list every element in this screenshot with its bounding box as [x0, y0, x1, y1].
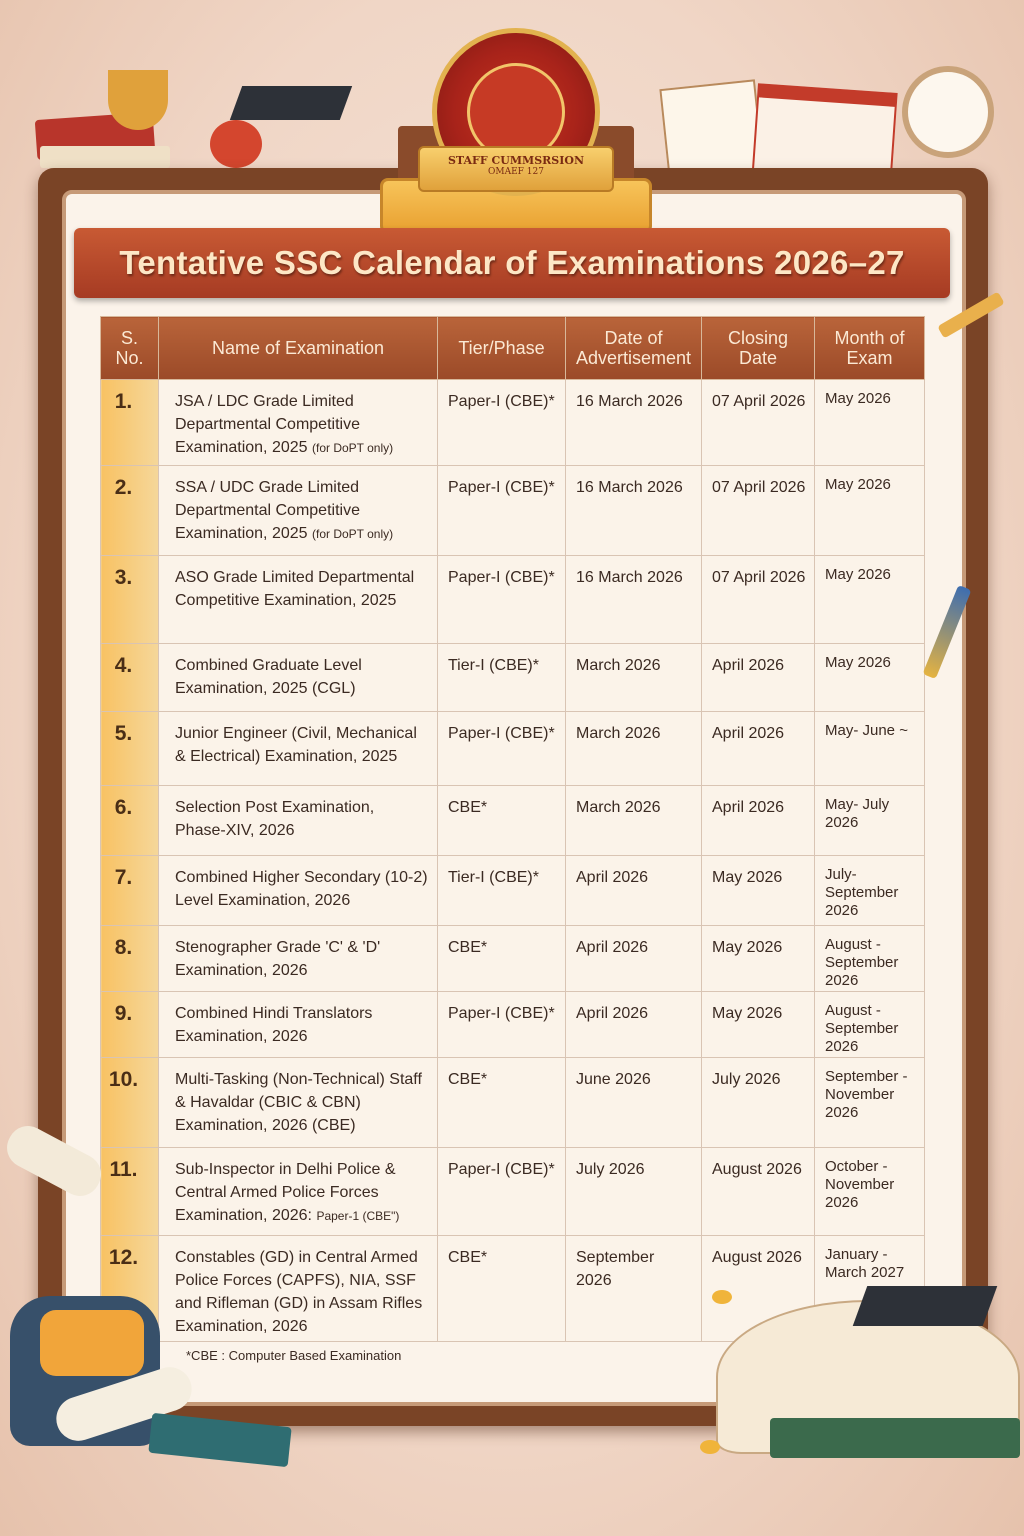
row-closing-date	[702, 644, 815, 712]
row-exam-name	[159, 712, 438, 786]
row-advertisement-date	[566, 1148, 702, 1236]
row-tier-text: CBE*	[448, 1249, 488, 1266]
row-exam-month	[815, 1148, 925, 1236]
row-exam-name	[159, 380, 438, 466]
row-tier-text: Paper-I (CBE)*	[448, 725, 555, 742]
row-sno-text: 11.	[109, 1158, 138, 1181]
row-advertisement-date-text: 16 March 2026	[576, 569, 683, 586]
graduation-cap-icon	[853, 1286, 998, 1326]
row-advertisement-date	[566, 466, 702, 556]
backpack-flap	[40, 1310, 144, 1376]
row-exam-month-text: July- September 2026	[825, 866, 899, 919]
row-exam-month-text: August - September 2026	[825, 1002, 899, 1055]
row-tier-text: Tier-I (CBE)*	[448, 869, 539, 886]
row-tier	[438, 992, 566, 1058]
row-sno	[101, 380, 159, 466]
row-advertisement-date-text: April 2026	[576, 869, 649, 886]
emblem-ribbon-text: STAFF CUMMSRSION	[447, 154, 585, 167]
row-tier-text: CBE*	[448, 939, 488, 956]
row-exam-month-text: September - November 2026	[825, 1068, 908, 1121]
row-exam-note: Paper-1 (CBE")	[316, 1209, 400, 1223]
row-exam-name	[159, 856, 438, 926]
row-tier-text: CBE*	[448, 1071, 488, 1088]
row-tier-text: Paper-I (CBE)*	[448, 569, 555, 586]
row-exam-name-text: ASO Grade Limited Departmental Competitive Examination, 2025	[175, 569, 415, 609]
coin-icon	[700, 1440, 720, 1454]
graduation-cap-icon	[230, 86, 352, 120]
apple-icon	[210, 120, 262, 168]
row-tier	[438, 380, 566, 466]
row-exam-name-text: JSA / LDC Grade Limited Departmental Competitive Examination, 2025	[175, 393, 360, 456]
table-row	[101, 786, 925, 856]
row-exam-note: (for DoPT only)	[311, 441, 394, 455]
row-closing-date-text: May 2026	[712, 939, 783, 956]
row-advertisement-date-text: 16 March 2026	[576, 479, 683, 496]
row-exam-month-text: May- June ~	[825, 722, 908, 739]
row-advertisement-date-text: April 2026	[576, 939, 649, 956]
row-exam-name-text: Constables (GD) in Central Armed Police Forces (CAPFS), NIA, SSF and Rifleman (GD) in Assam Rifles Examination, 2026	[175, 1249, 423, 1335]
row-sno-text: 12.	[108, 1246, 139, 1269]
header-closing	[702, 317, 815, 380]
row-exam-name	[159, 556, 438, 644]
table-row	[101, 856, 925, 926]
row-exam-month	[815, 556, 925, 644]
row-tier-text: Paper-I (CBE)*	[448, 1005, 555, 1022]
table-row	[101, 712, 925, 786]
emblem-ribbon-subtext: OMAEF 127	[488, 167, 544, 177]
header-advertisement-line1: Date of	[604, 328, 663, 348]
row-tier	[438, 786, 566, 856]
row-sno	[101, 466, 159, 556]
row-closing-date-text: 07 April 2026	[712, 393, 806, 410]
row-advertisement-date	[566, 786, 702, 856]
row-exam-name-text: Combined Higher Secondary (10-2) Level Examination, 2026	[175, 869, 428, 909]
row-exam-month	[815, 992, 925, 1058]
row-closing-date	[702, 786, 815, 856]
exam-calendar-table	[100, 316, 925, 1342]
row-closing-date-text: 07 April 2026	[712, 569, 806, 586]
row-sno	[101, 992, 159, 1058]
row-exam-month-text: October - November 2026	[825, 1158, 895, 1211]
footnote: *CBE : Computer Based Examination	[186, 1348, 402, 1363]
row-tier-text: Tier-I (CBE)*	[448, 657, 539, 674]
row-advertisement-date	[566, 556, 702, 644]
row-exam-name	[159, 1058, 438, 1148]
header-closing-line1: Closing	[727, 328, 789, 348]
row-sno-text: 7.	[114, 866, 133, 889]
row-tier-text: CBE*	[448, 799, 488, 816]
row-closing-date-text: April 2026	[712, 657, 785, 674]
row-sno	[101, 712, 159, 786]
row-sno-text: 10.	[108, 1068, 139, 1091]
row-advertisement-date-text: March 2026	[576, 725, 661, 742]
row-tier	[438, 856, 566, 926]
row-exam-name-text: Stenographer Grade 'C' & 'D' Examination, 2026	[175, 939, 381, 979]
row-closing-date-text: May 2026	[712, 1005, 783, 1022]
row-exam-note: (for DoPT only)	[311, 527, 394, 541]
row-closing-date	[702, 1148, 815, 1236]
row-exam-name-text: Sub-Inspector in Delhi Police & Central Armed Police Forces Examination, 2026:	[175, 1161, 396, 1224]
row-tier-text: Paper-I (CBE)*	[448, 1161, 555, 1178]
row-advertisement-date	[566, 644, 702, 712]
header-advertisement-line2: Advertisement	[575, 348, 692, 368]
row-sno	[101, 926, 159, 992]
row-exam-month	[815, 644, 925, 712]
row-exam-month	[815, 712, 925, 786]
row-closing-date-text: July 2026	[712, 1071, 781, 1088]
row-exam-month	[815, 1058, 925, 1148]
clock-icon	[902, 66, 994, 158]
table-row	[101, 992, 925, 1058]
ssc-emblem	[378, 28, 654, 218]
row-advertisement-date-text: March 2026	[576, 657, 661, 674]
row-advertisement-date	[566, 926, 702, 992]
row-sno-text: 2.	[114, 476, 133, 499]
table-row	[101, 380, 925, 466]
row-closing-date	[702, 926, 815, 992]
row-closing-date-text: May 2026	[712, 869, 783, 886]
row-closing-date-text: April 2026	[712, 725, 785, 742]
header-name: Name of Examination	[159, 317, 438, 380]
row-sno	[101, 1058, 159, 1148]
row-exam-name	[159, 786, 438, 856]
header-closing-line2: Date	[738, 348, 778, 368]
row-exam-month	[815, 466, 925, 556]
row-tier	[438, 1236, 566, 1342]
row-advertisement-date-text: September 2026	[576, 1249, 655, 1289]
coin-icon	[712, 1290, 732, 1304]
row-closing-date	[702, 856, 815, 926]
row-sno	[101, 1148, 159, 1236]
row-exam-month-text: January - March 2027	[825, 1246, 905, 1281]
title-banner	[74, 228, 950, 298]
header-sno: S. No.	[101, 317, 159, 380]
row-exam-name	[159, 1148, 438, 1236]
row-exam-month-text: May 2026	[825, 390, 891, 407]
row-advertisement-date-text: July 2026	[576, 1161, 645, 1178]
emblem-ribbon	[418, 146, 614, 192]
table-row	[101, 556, 925, 644]
row-tier	[438, 1148, 566, 1236]
row-sno	[101, 786, 159, 856]
row-closing-date	[702, 992, 815, 1058]
row-exam-month	[815, 856, 925, 926]
row-advertisement-date	[566, 1236, 702, 1342]
row-advertisement-date	[566, 712, 702, 786]
row-sno-text: 9.	[114, 1002, 133, 1025]
row-exam-month	[815, 380, 925, 466]
row-tier	[438, 466, 566, 556]
row-closing-date-text: April 2026	[712, 799, 785, 816]
row-exam-name	[159, 926, 438, 992]
row-advertisement-date	[566, 1058, 702, 1148]
row-exam-month-text: May 2026	[825, 476, 891, 493]
row-tier	[438, 712, 566, 786]
row-tier	[438, 926, 566, 992]
row-sno	[101, 856, 159, 926]
row-advertisement-date	[566, 992, 702, 1058]
table-row	[101, 1058, 925, 1148]
row-sno-text: 4.	[114, 654, 133, 677]
header-month-line2: Exam	[846, 348, 893, 368]
row-advertisement-date-text: April 2026	[576, 1005, 649, 1022]
row-exam-name-text: Combined Hindi Translators Examination, 2026	[175, 1005, 373, 1045]
row-closing-date	[702, 1058, 815, 1148]
row-exam-month	[815, 926, 925, 992]
row-exam-name-text: Multi-Tasking (Non-Technical) Staff & Havaldar (CBIC & CBN) Examination, 2026 (CBE)	[175, 1071, 422, 1134]
row-exam-month-text: May- July 2026	[825, 796, 890, 831]
row-sno	[101, 644, 159, 712]
book-stack-decoration	[40, 146, 170, 168]
header-month-line1: Month of	[834, 328, 905, 348]
row-advertisement-date	[566, 856, 702, 926]
row-exam-month	[815, 786, 925, 856]
row-exam-name	[159, 644, 438, 712]
row-sno-text: 3.	[114, 566, 133, 589]
row-exam-name	[159, 1236, 438, 1342]
row-exam-name-text: SSA / UDC Grade Limited Departmental Competitive Examination, 2025	[175, 479, 360, 542]
row-advertisement-date-text: 16 March 2026	[576, 393, 683, 410]
table-row	[101, 926, 925, 992]
row-closing-date	[702, 466, 815, 556]
row-sno	[101, 556, 159, 644]
row-exam-name-text: Junior Engineer (Civil, Mechanical & Electrical) Examination, 2025	[175, 725, 417, 765]
table-header-row	[101, 317, 925, 380]
row-exam-month-text: May 2026	[825, 654, 891, 671]
row-exam-month-text: August - September 2026	[825, 936, 899, 989]
row-closing-date-text: 07 April 2026	[712, 479, 806, 496]
row-closing-date	[702, 380, 815, 466]
table-row	[101, 466, 925, 556]
row-exam-month-text: May 2026	[825, 566, 891, 583]
row-closing-date	[702, 712, 815, 786]
row-sno-text: 5.	[114, 722, 133, 745]
header-month	[815, 317, 925, 380]
row-exam-name	[159, 466, 438, 556]
header-advertisement	[566, 317, 702, 380]
row-exam-name	[159, 992, 438, 1058]
row-sno-text: 8.	[114, 936, 133, 959]
row-closing-date-text: August 2026	[712, 1249, 802, 1266]
row-tier-text: Paper-I (CBE)*	[448, 393, 555, 410]
row-sno-text: 1.	[114, 390, 133, 413]
row-exam-name-text: Selection Post Examination, Phase-XIV, 2026	[175, 799, 375, 839]
row-tier	[438, 1058, 566, 1148]
page-title: Tentative SSC Calendar of Examinations 2026–27	[119, 244, 905, 281]
row-closing-date	[702, 556, 815, 644]
row-advertisement-date-text: June 2026	[576, 1071, 651, 1088]
table-row	[101, 1148, 925, 1236]
table-row	[101, 644, 925, 712]
row-tier-text: Paper-I (CBE)*	[448, 479, 555, 496]
row-tier	[438, 556, 566, 644]
row-advertisement-date-text: March 2026	[576, 799, 661, 816]
row-closing-date-text: August 2026	[712, 1161, 802, 1178]
header-tier: Tier/Phase	[438, 317, 566, 380]
row-tier	[438, 644, 566, 712]
row-advertisement-date	[566, 380, 702, 466]
row-exam-name-text: Combined Graduate Level Examination, 2025 (CGL)	[175, 657, 362, 697]
trophy-icon	[108, 70, 168, 130]
book-stack-icon	[770, 1418, 1020, 1458]
row-sno-text: 6.	[114, 796, 133, 819]
